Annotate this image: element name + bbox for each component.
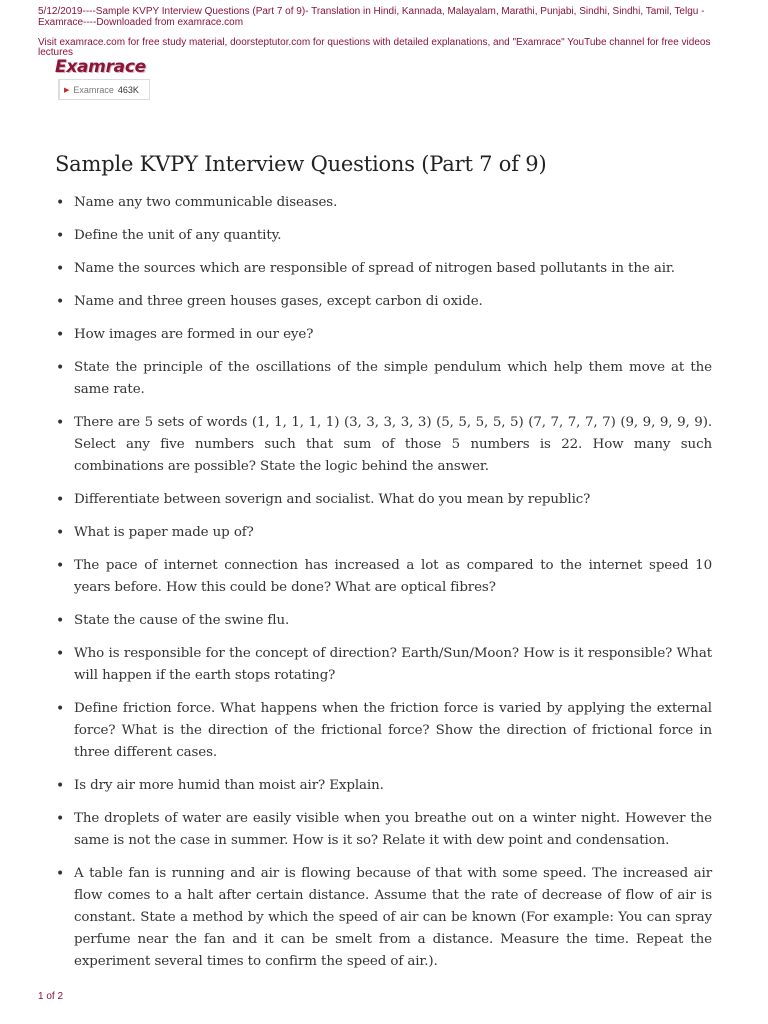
list-item: • How images are formed in our eye? [52,324,712,346]
list-item: • Define friction force. What happens when the friction force is varied by applying the external force? What is the direction of the frictional force? Show the direction of frictional force in three different cases. [52,698,712,764]
youtube-subscribe-widget[interactable] [58,79,150,100]
list-item: • The droplets of water are easily visible when you breathe out on a winter night. However the same is not the case in summer. How is it so? Relate it with dew point and condensation. [52,808,712,852]
list-item: • A table fan is running and air is flowing because of that with some speed. The increased air flow comes to a halt after certain distance. Assume that the rate of decrease of flow of air is constant. State a method by which the speed of air can be known (For example: You can spray perfume near the fan and it can be smelt from a distance. Measure the time. Repeat the experiment several times to confirm the speed of air.). [52,863,712,973]
list-item: • State the cause of the swine flu. [52,610,712,632]
subscriber-count: 463K [117,84,139,95]
list-item: • Name the sources which are responsible of spread of nitrogen based pollutants in the air. [52,258,712,280]
examrace-logo[interactable]: Examrace [55,57,146,77]
list-item: • Is dry air more humid than moist air? Explain. [52,775,712,797]
list-item: • Who is responsible for the concept of direction? Earth/Sun/Moon? How is it responsible? What will happen if the earth stops rotating? [52,643,712,687]
list-item: • There are 5 sets of words (1, 1, 1, 1, 1) (3, 3, 3, 3, 3) (5, 5, 5, 5, 5) (7, 7, 7, 7, 7) (9, 9, 9, 9, 9). Select any five numbers such that sum of those 5 numbers is 22. How many such combinations are possible? State the logic behind the answer. [52,412,712,478]
page-number: 1 of 2 [38,991,64,1002]
list-item: • Name and three green houses gases, except carbon di oxide. [52,291,712,313]
list-item: • State the principle of the oscillations of the simple pendulum which help them move at the same rate. [52,357,712,401]
youtube-play-icon: ▶ [64,86,70,94]
channel-name: Examrace [73,84,114,95]
list-item: • What is paper made up of? [52,522,712,544]
list-item: • The pace of internet connection has increased a lot as compared to the internet speed 10 years before. How this could be done? What are optical fibres? [52,555,712,599]
page-title: Sample KVPY Interview Questions (Part 7 of 9) [55,152,547,176]
list-item: • Define the unit of any quantity. [52,225,712,247]
visit-notice[interactable]: Visit examrace.com for free study material, doorsteptutor.com for questions with detailed explanations, and "Examrace" YouTube channel for free videos lectures [38,37,711,58]
list-item: • Name any two communicable diseases. [52,192,712,214]
question-list [52,192,712,984]
download-header: 5/12/2019----Sample KVPY Interview Questions (Part 7 of 9)- Translation in Hindi, Kannada, Malayalam, Marathi, Punjabi, Sindhi, Sindhi, Tamil, Telgu - Examrace----Downloaded from examrace.com [38,6,705,28]
list-item: • Differentiate between soverign and socialist. What do you mean by republic? [52,489,712,511]
